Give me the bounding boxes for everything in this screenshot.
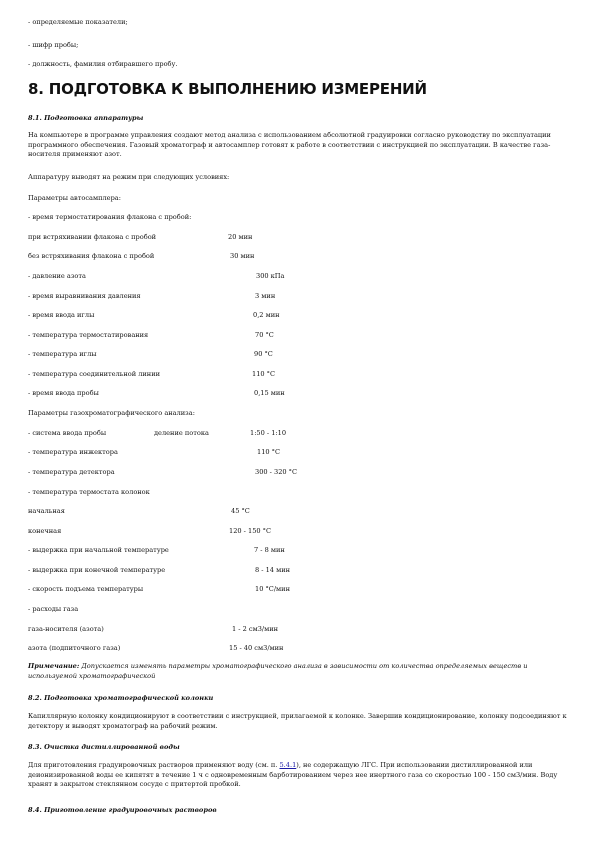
param-value: 120 - 150 °С xyxy=(229,527,272,535)
param-value: 3 мин xyxy=(255,292,276,300)
paragraph: Капиллярную колонку кондиционируют в соответствии с инструкцией, прилагаемой к колонке. Завершив кондиционирование, колонку подсоединяют к детектору и выводят хроматограф на рабочий режим. xyxy=(28,712,567,730)
param-label: конечная xyxy=(28,527,62,535)
param-value: 45 °С xyxy=(231,507,250,515)
param-value: 0,2 мин xyxy=(253,311,280,319)
param-value: 30 мин xyxy=(230,252,255,260)
list-item: - определяемые показатели; xyxy=(28,18,128,26)
param-value: 1 - 2 см3/мин xyxy=(232,625,279,633)
param-value: 0,15 мин xyxy=(254,389,285,397)
paragraph-text: ), не содержащую ЛГС. При использовании дистиллированной или деионизированной воды ее кипятят в течение 1 ч с одновременным барботированием через нее инертного газа со скоростью 100 - 150 см3/мин. Воду хранят в закрытом стеклянном сосуде с притертой пробкой. xyxy=(28,761,558,788)
list-item: - шифр пробы; xyxy=(28,41,79,49)
subsection-heading: 8.4. Приготовление градуировочных растворов xyxy=(28,806,217,814)
param-label: - температура термостатирования xyxy=(28,331,149,339)
parameter-group-title: Параметры автосамплера: xyxy=(28,194,121,202)
param-label: без встряхивания флакона с пробой xyxy=(28,252,155,260)
parameter-group-title: - расходы газа xyxy=(28,605,79,613)
paragraph-text: Для приготовления градуировочных растворов применяют воду (см. п. xyxy=(28,761,280,769)
param-value: 1:50 - 1:10 xyxy=(250,429,287,437)
subsection-heading: 8.1. Подготовка аппаратуры xyxy=(28,114,144,122)
param-label: - выдержка при начальной температуре xyxy=(28,546,169,554)
parameter-group-title: - температура термостата колонок xyxy=(28,488,150,496)
param-label: - выдержка при конечной температуре xyxy=(28,566,166,574)
section-link[interactable]: 5.4.1 xyxy=(279,761,297,769)
param-value: 15 - 40 см3/мин xyxy=(229,644,284,652)
param-value: 110 °С xyxy=(252,370,276,378)
param-label: - скорость подъема температуры xyxy=(28,585,144,593)
param-label: - время выравнивания давления xyxy=(28,292,141,300)
section-heading: 8. ПОДГОТОВКА К ВЫПОЛНЕНИЮ ИЗМЕРЕНИЙ xyxy=(28,80,427,98)
param-label: - температура инжектора xyxy=(28,448,118,456)
param-label: при встряхивании флакона с пробой xyxy=(28,233,157,241)
param-value: 90 °С xyxy=(254,350,273,358)
param-label: газа-носителя (азота) xyxy=(28,625,104,633)
parameter-group-title: Параметры газохроматографического анализа: xyxy=(28,409,195,417)
param-value: 7 - 8 мин xyxy=(254,546,285,554)
paragraph: На компьютере в программе управления создают метод анализа с использованием абсолютной градуировки согласно руководству по эксплуатации программного обеспечения. Газовый хроматограф и автосамплер готовят к работе в соответствии с инструкцией по эксплуатации. В качестве газа-носителя применяют азот. xyxy=(28,131,551,158)
param-label: - время ввода пробы xyxy=(28,389,99,397)
param-value: 70 °С xyxy=(255,331,274,339)
subsection-heading: 8.2. Подготовка хроматографической колонки xyxy=(28,694,214,702)
param-label: - температура детектора xyxy=(28,468,115,476)
note-label: Примечание: xyxy=(28,662,80,670)
subsection-heading: 8.3. Очистка дистиллированной воды xyxy=(28,743,180,751)
param-value: 300 - 320 °С xyxy=(255,468,298,476)
param-label: - температура соединительной линии xyxy=(28,370,160,378)
parameter-group-title: - время термостатирования флакона с пробой: xyxy=(28,213,192,221)
param-label: - температура иглы xyxy=(28,350,97,358)
paragraph xyxy=(28,761,568,790)
paragraph: Аппаратуру выводят на режим при следующих условиях: xyxy=(28,173,230,181)
param-label: - давление азота xyxy=(28,272,86,280)
param-label: азота (подпиточного газа) xyxy=(28,644,121,652)
note xyxy=(28,662,568,681)
param-value: 20 мин xyxy=(228,233,253,241)
param-value: 110 °С xyxy=(257,448,281,456)
note-text: Допускается изменять параметры хроматографического анализа в зависимости от количества определяемых веществ и используемой хроматографической xyxy=(28,662,528,680)
param-mid: деление потока xyxy=(154,429,209,437)
param-label: - время ввода иглы xyxy=(28,311,95,319)
param-value: 10 °С/мин xyxy=(255,585,290,593)
param-value: 8 - 14 мин xyxy=(255,566,291,574)
param-value: 300 кПа xyxy=(256,272,285,280)
param-label: начальная xyxy=(28,507,65,515)
list-item: - должность, фамилия отбиравшего пробу. xyxy=(28,60,178,68)
param-label: - система ввода пробы xyxy=(28,429,107,437)
